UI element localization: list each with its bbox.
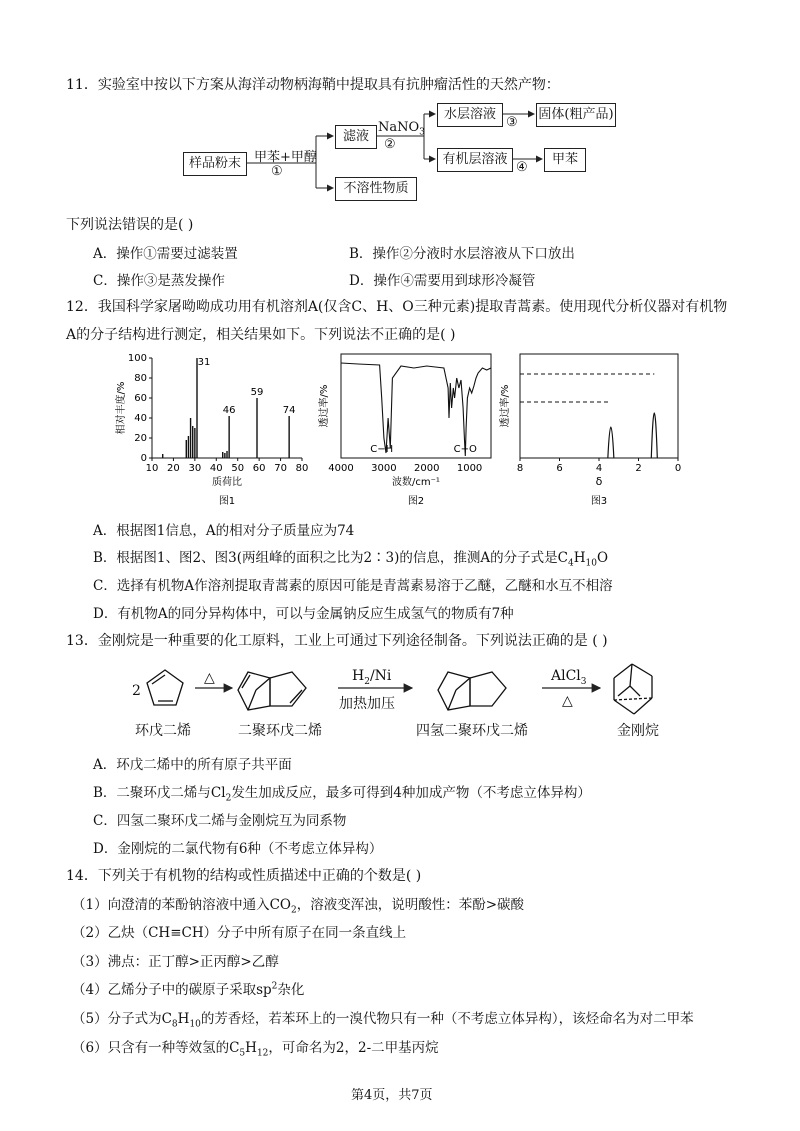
page-footer: 第4页，共7页: [351, 1088, 433, 1103]
q13-option-c: C．四氢二聚环戊二烯与金刚烷互为同系物: [93, 813, 347, 829]
q13-stem: 13．金刚烷是一种重要的化工原料，工业上可通过下列途径制备。下列说法正确的是 ( ): [66, 633, 608, 649]
q11-option-c: C．操作③是蒸发操作: [93, 273, 225, 289]
q14-item-2: （2）乙炔（CH≡CH）分子中所有原子在同一条直线上: [72, 925, 407, 941]
fig2-y-label: 透过率/%: [319, 384, 330, 428]
fig3-peak: [608, 427, 614, 458]
fig2-title: 图2: [407, 496, 425, 507]
synthesis-heat-1: △: [204, 670, 215, 686]
fig3-frame: [520, 354, 678, 458]
fig1-data-label: 31: [197, 357, 211, 368]
q12-option-b: B．根据图1、图2、图3(两组峰的面积之比为2∶3)的信息，推测A的分子式是$C_4H_{10}O$: [93, 550, 609, 569]
flow-sample: 样品粉末: [183, 152, 247, 176]
q13-option-b: B．二聚环戊二烯与$Cl_2$发生加成反应，最多可得到4种加成产物（不考虑立体异构）: [93, 785, 591, 804]
synthesis-reagent: $H_2/Ni$: [352, 668, 392, 687]
q11-option-b: B．操作②分液时水层溶液从下口放出: [349, 246, 575, 262]
fig3-x-tick-label: 2: [635, 463, 642, 474]
q12-stem-line1: 12．我国科学家屠呦呦成功用有机溶剂A(仅含C、H、O三种元素)提取青蒿素。使用现代分析仪器对有机物: [66, 299, 728, 315]
q12-option-d: D．有机物A的同分异构体中，可以与金属钠反应生成氢气的物质有7种: [93, 606, 514, 622]
fig1-y-tick-label: 60: [134, 393, 147, 404]
fig1-x-tick-label: 50: [231, 463, 245, 474]
fig2-x-tick-label: 4000: [328, 463, 354, 474]
flow-solid: 固体(粗产品): [536, 103, 616, 127]
fig1-data-label: 74: [282, 405, 296, 416]
fig3-x-label: δ: [595, 475, 603, 488]
fig2-x-tick-label: 3000: [371, 463, 397, 474]
q12-stem-line2: A的分子结构进行测定，相关结果如下。下列说法不正确的是( ): [66, 327, 456, 343]
q12-option-a: A．根据图1信息，A的相对分子质量应为74: [93, 523, 355, 539]
flow-step2: ②: [384, 137, 396, 152]
fig3-x-tick-label: 4: [595, 463, 603, 474]
synthesis-heat-2: △: [562, 693, 573, 709]
fig2-x-label: 波数/cm⁻¹: [392, 477, 440, 488]
adamantane-structure: [614, 664, 652, 714]
flow-toluene: 甲苯: [544, 148, 586, 172]
flow-reagent1: 甲苯+甲醇: [254, 150, 317, 165]
q13-option-d: D．金刚烷的二氯代物有6种（不考虑立体异构）: [93, 841, 383, 857]
figure-1-mass-spectrum: [110, 350, 310, 510]
fig1-x-tick-label: 60: [252, 463, 266, 474]
name-tetrahydrodicyclopentadiene: 四氢二聚环戊二烯: [416, 723, 528, 739]
fig3-x-tick-label: 8: [516, 463, 524, 474]
fig3-x-tick-label: 0: [674, 463, 682, 474]
flow-step4: ④: [516, 160, 528, 175]
fig1-x-tick-label: 70: [274, 463, 287, 474]
flow-reagent2: NaNO$_3$: [378, 120, 425, 138]
q12-option-c: C．选择有机物A作溶剂提取青蒿素的原因可能是青蒿素易溶于乙醚，乙醚和水互不相溶: [93, 578, 613, 594]
fig1-data-label: 46: [222, 405, 236, 416]
name-cyclopentadiene: 环戊二烯: [135, 723, 191, 739]
q11-option-d: D．操作④需要用到球形冷凝管: [349, 273, 536, 289]
q14-item-6: （6）只含有一种等效氢的$C_5H_{12}$，可命名为2，2-二甲基丙烷: [72, 1040, 439, 1059]
dicyclopentadiene-structure: [238, 672, 306, 710]
fig3-x-tick-label: 6: [556, 463, 563, 474]
flow-aqueous: 水层溶液: [437, 103, 503, 127]
fig2-annotation: C−H: [370, 444, 394, 455]
fig1-y-tick-label: 100: [127, 353, 147, 364]
fig1-x-label: 质荷比: [212, 477, 242, 488]
q14-item-3: （3）沸点：正丁醇>正丙醇>乙醇: [72, 954, 279, 970]
synthesis-catalyst: AlCl$_3$: [551, 668, 587, 687]
q14-item-1: （1）向澄清的苯酚钠溶液中通入$CO_2$，溶液变浑浊，说明酸性：苯酚>碳酸: [72, 897, 525, 916]
fig1-x-tick-label: 80: [295, 463, 309, 474]
synthesis-structures: [120, 660, 680, 720]
fig1-x-tick-label: 30: [188, 463, 202, 474]
cyclopentadiene-structure: [147, 670, 183, 705]
flow-insoluble: 不溶性物质: [335, 177, 417, 201]
fig1-y-label: 相对丰度/%: [116, 381, 127, 435]
flow-filtrate: 滤液: [335, 125, 377, 149]
fig1-data-label: 59: [250, 387, 264, 398]
fig1-x-tick-label: 10: [145, 463, 159, 474]
q11-option-a: A．操作①需要过滤装置: [93, 246, 238, 262]
q14-item-5: （5）分子式为$C_8H_{10}$的芳香烃，若苯环上的一溴代物只有一种（不考虑立体异构），该烃命名为对二甲苯: [72, 1011, 694, 1030]
fig2-frame: [341, 354, 491, 458]
fig1-y-tick-label: 40: [134, 413, 147, 424]
synthesis-condition: 加热加压: [339, 696, 395, 712]
flow-step3: ③: [506, 115, 518, 130]
name-dicyclopentadiene: 二聚环戊二烯: [238, 723, 322, 739]
q13-option-a: A．环戊二烯中的所有原子共平面: [93, 757, 292, 773]
fig1-y-tick-label: 0: [140, 453, 147, 464]
q11-stem: 11．实验室中按以下方案从海洋动物柄海鞘中提取具有抗肿瘤活性的天然产物：: [66, 77, 560, 93]
fig1-y-tick-label: 20: [134, 433, 147, 444]
flow-organic: 有机层溶液: [437, 148, 513, 172]
fig1-x-tick-label: 40: [209, 463, 223, 474]
fig1-title: 图1: [218, 496, 236, 507]
fig3-peak: [651, 413, 657, 458]
fig1-y-tick-label: 80: [134, 373, 147, 384]
synthesis-coefficient: 2: [132, 683, 141, 699]
flow-step1: ①: [271, 164, 283, 179]
fig3-y-label: 透过率/%: [500, 384, 511, 428]
q14-item-4: （4）乙烯分子中的碳原子采取$sp^2$杂化: [72, 981, 305, 998]
fig2-x-tick-label: 1000: [456, 463, 483, 474]
fig2-annotation: C−O: [453, 444, 477, 455]
fig2-x-tick-label: 2000: [413, 463, 440, 474]
fig1-x-tick-label: 20: [167, 463, 180, 474]
tetrahydrodicyclopentadiene-structure: [438, 672, 506, 710]
flow-arrows: [0, 0, 800, 210]
name-adamantane: 金刚烷: [617, 723, 659, 739]
figure-3-nmr-spectrum: [498, 350, 688, 510]
q11-prompt: 下列说法错误的是( ): [66, 217, 194, 233]
figure-2-ir-spectrum: [315, 350, 495, 510]
q14-stem: 14．下列关于有机物的结构或性质描述中正确的个数是( ): [66, 868, 422, 884]
fig2-series-line: [341, 363, 491, 456]
fig3-title: 图3: [590, 496, 608, 507]
